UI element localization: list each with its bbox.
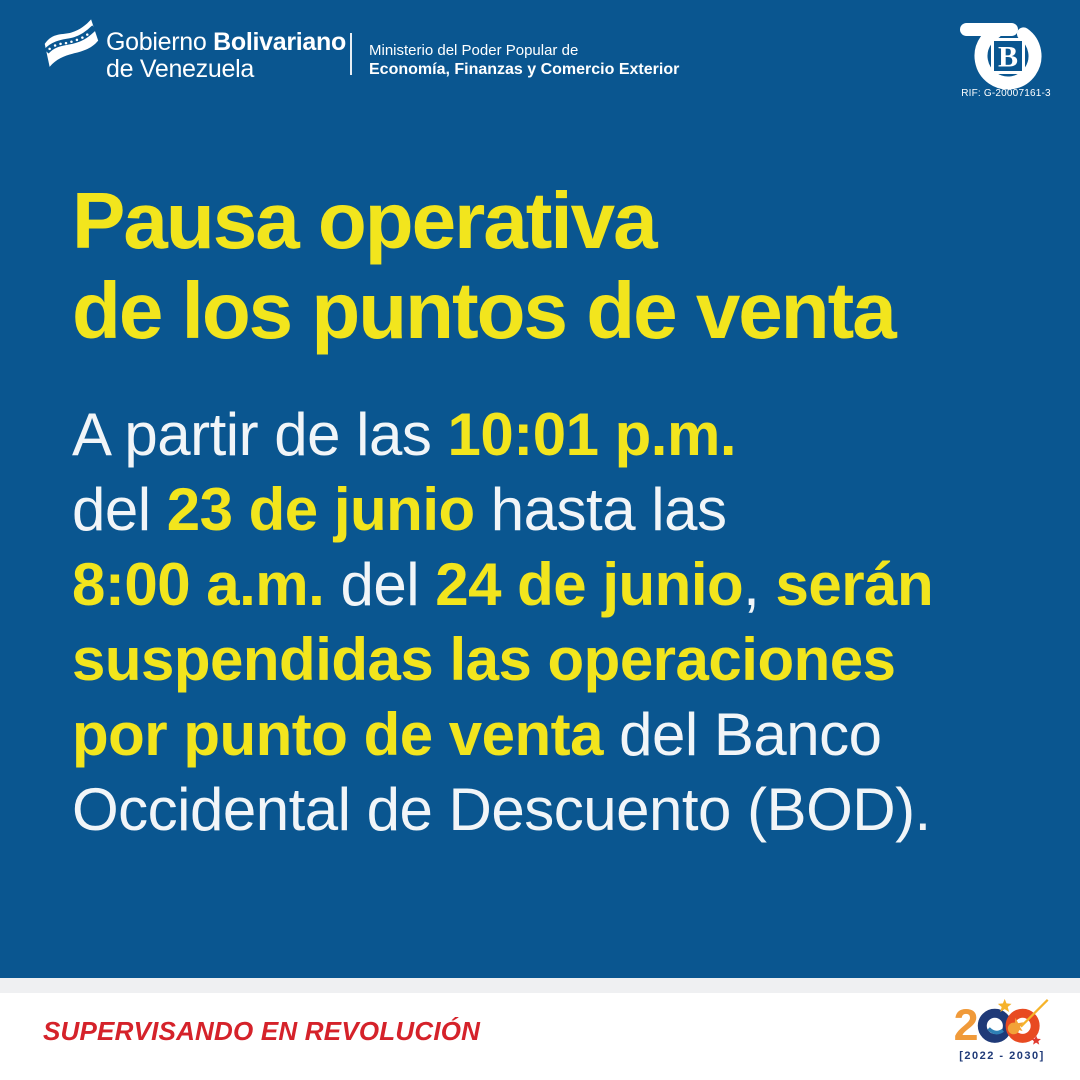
body-highlight-segment: 24 de junio <box>435 551 744 618</box>
body-text-segment: del <box>324 551 436 618</box>
header-divider <box>350 33 352 75</box>
body-text <box>72 397 933 847</box>
government-wordmark-line2: de Venezuela <box>106 55 254 83</box>
bicentennial-200-icon <box>946 998 1058 1050</box>
bicentennial-years: [2022 - 2030] <box>959 1050 1045 1062</box>
body-line <box>72 397 933 472</box>
body-highlight-segment: 10:01 p.m. <box>447 401 736 468</box>
bank-rif: RIF: G-20007161-3 <box>961 88 1051 99</box>
body-line <box>72 697 933 772</box>
svg-text:B: B <box>997 40 1019 74</box>
ministry-name <box>369 41 679 79</box>
footer <box>0 978 1080 1080</box>
ministry-line1: Ministerio del Poder Popular de <box>369 42 579 59</box>
bank-logo-block <box>956 12 1056 99</box>
body-text-segment: Occidental de Descuento (BOD). <box>72 776 931 843</box>
body-highlight-segment: 8:00 a.m. <box>72 551 325 618</box>
body-line <box>72 622 933 697</box>
bicentennial-logo-block <box>942 998 1062 1062</box>
body-highlight-segment: serán <box>759 551 934 618</box>
footer-divider-strip <box>0 978 1080 993</box>
body-line <box>72 547 933 622</box>
body-line <box>72 772 933 847</box>
footer-slogan: SUPERVISANDO EN REVOLUCIÓN <box>43 1016 481 1046</box>
page-title-line1: Pausa operativa <box>72 176 656 265</box>
body-line <box>72 472 933 547</box>
body-highlight-segment: por punto de venta <box>72 701 603 768</box>
ministry-line2: Economía, Finanzas y Comercio Exterior <box>369 61 680 78</box>
government-wordmark <box>106 29 346 83</box>
body-highlight-segment: suspendidas las operaciones <box>72 626 896 693</box>
body-text-segment: del Banco <box>603 701 882 768</box>
venezuela-flag-icon <box>42 16 102 74</box>
body-text-segment: , <box>743 551 760 618</box>
bicentennial-digit-2: 2 <box>953 1000 979 1050</box>
page-title-line2: de los puntos de venta <box>72 266 895 355</box>
body-text-segment: del <box>72 476 167 543</box>
body-text-segment: A partir de las <box>72 401 448 468</box>
government-wordmark-line1: Gobierno Bolivariano <box>106 28 346 56</box>
body-text-segment: hasta las <box>474 476 727 543</box>
page-title <box>72 176 895 356</box>
banco-de-venezuela-icon <box>958 12 1054 90</box>
body-highlight-segment: 23 de junio <box>166 476 475 543</box>
